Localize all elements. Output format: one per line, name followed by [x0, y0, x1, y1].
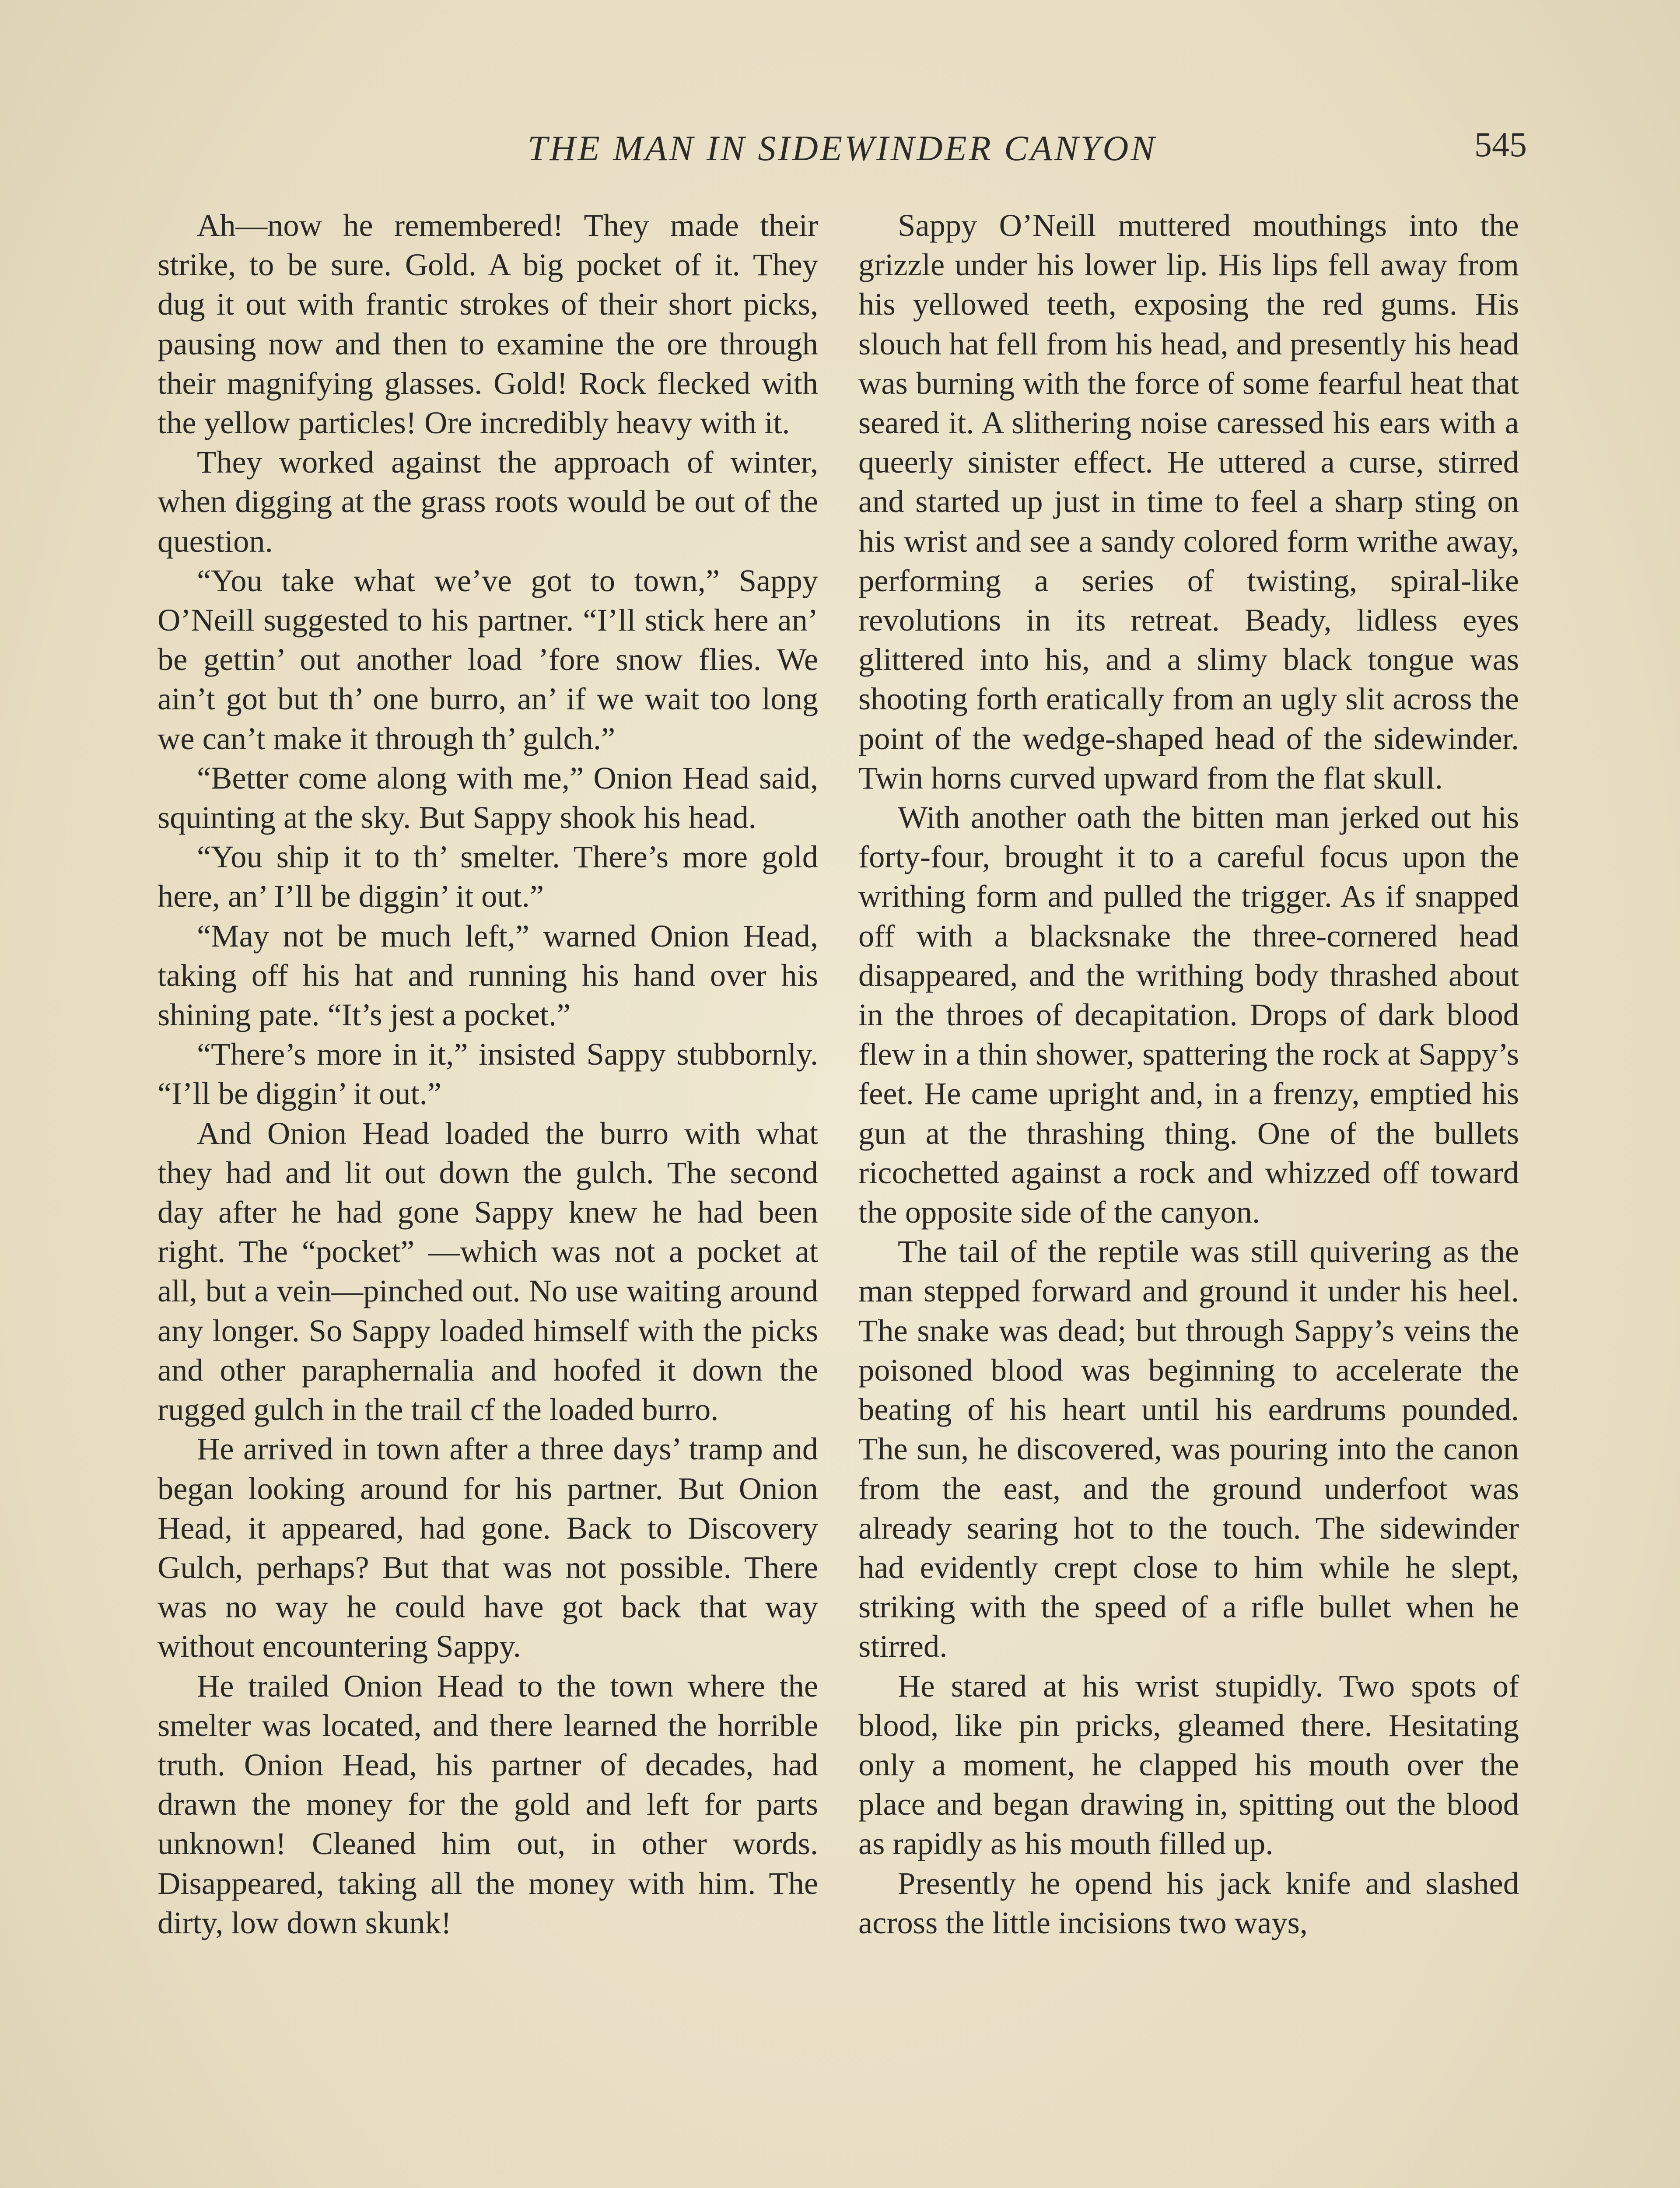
paragraph: The tail of the reptile was still quivering as the man stepped forward and ground it under his heel. The snake was dead; but through Sappy’s veins the poisoned blood was beginning to accelerate the beating of his heart until his eardrums pounded. The sun, he discovered, was pouring into the canon from the east, and the ground underfoot was already searing hot to the touch. The sidewinder had evidently crept close to him while he slept, striking with the speed of a rifle bullet when he stirred.	[858, 1234, 1519, 1664]
paragraph: He arrived in town after a three days’ tramp and began looking around for his partner. But Onion Head, it appeared, had gone. Back to Discovery Gulch, perhaps? But that was not possible. There was no way he could have got back that way without encountering Sappy.	[158, 1431, 818, 1664]
paragraph: And Onion Head loaded the burro with what they had and lit out down the gulch. The second day after he had gone Sappy knew he had been right. The “pocket” —which was not a pocket at all, but a vein—pinched out. No use waiting around any longer. So Sappy loaded himself with the picks and other paraphernalia and hoofed it down the rugged gulch in the trail cf the loaded burro.	[158, 1115, 818, 1427]
paragraph: They worked against the approach of winter, when digging at the grass roots would be out of the question.	[158, 444, 818, 559]
paragraph: “There’s more in it,” insisted Sappy stubbornly. “I’ll be diggin’ it out.”	[158, 1036, 818, 1112]
paragraph: “You ship it to th’ smelter. There’s more gold here, an’ I’ll be diggin’ it out.”	[158, 839, 818, 914]
page-header	[158, 119, 1527, 185]
paragraph: Ah—now he remembered! They made their strike, to be sure. Gold. A big pocket of it. They dug it out with frantic strokes of their short picks, pausing now and then to examine the ore through their magnifying glasses. Gold! Rock flecked with the yellow particles! Ore incredibly heavy with it.	[158, 207, 818, 441]
paragraph: “You take what we’ve got to town,” Sappy O’Neill suggested to his partner. “I’ll stick here an’ be gettin’ out another load ’fore snow flies. We ain’t got but th’ one burro, an’ if we wait too long we can’t make it through th’ gulch.”	[158, 562, 818, 756]
paragraph: He stared at his wrist stupidly. Two spots of blood, like pin pricks, gleamed there. Hesitating only a moment, he clapped his mouth over the place and began drawing in, spitting out the blood as rapidly as his mouth filled up.	[858, 1668, 1519, 1862]
running-title: THE MAN IN SIDEWINDER CANYON	[527, 128, 1157, 168]
right-column	[858, 206, 1519, 1943]
paragraph: “May not be much left,” warned Onion Head, taking off his hat and running his hand over his shining pate. “It’s jest a pocket.”	[158, 918, 818, 1033]
paragraph: Sappy O’Neill muttered mouthings into the grizzle under his lower lip. His lips fell away from his yellowed teeth, exposing the red gums. His slouch hat fell from his head, and presently his head was burning with the force of some fearful heat that seared it. A slithering noise caressed his ears with a queerly sinister effect. He uttered a curse, stirred and started up just in time to feel a sharp sting on his wrist and see a sandy colored form writhe away, performing a series of twisting, spiral-like revolutions in its retreat. Beady, lidless eyes glittered into his, and a slimy black tongue was shooting forth eratically from an ugly slit across the point of the wedge-shaped head of the sidewinder. Twin horns curved upward from the flat skull.	[858, 207, 1519, 796]
paragraph: He trailed Onion Head to the town where the smelter was located, and there learned the horrible truth. Onion Head, his partner of decades, had drawn the money for the gold and left for parts unknown! Cleaned him out, in other words. Disappeared, taking all the money with him. The dirty, low down skunk!	[158, 1668, 818, 1940]
page-number: 545	[1474, 126, 1527, 164]
paragraph: “Better come along with me,” Onion Head said, squinting at the sky. But Sappy shook his head.	[158, 760, 818, 835]
paragraph: Presently he opend his jack knife and slashed across the little incisions two ways,	[858, 1865, 1519, 1940]
left-column	[158, 206, 818, 1943]
paragraph: With another oath the bitten man jerked out his forty-four, brought it to a careful focus upon the writhing form and pulled the trigger. As if snapped off with a blacksnake the three-cornered head disappeared, and the writhing body thrashed about in the throes of decapitation. Drops of dark blood flew in a thin shower, spattering the rock at Sappy’s feet. He came upright and, in a frenzy, emptied his gun at the thrashing thing. One of the bullets ricochetted against a rock and whizzed off toward the opposite side of the canyon.	[858, 799, 1519, 1230]
